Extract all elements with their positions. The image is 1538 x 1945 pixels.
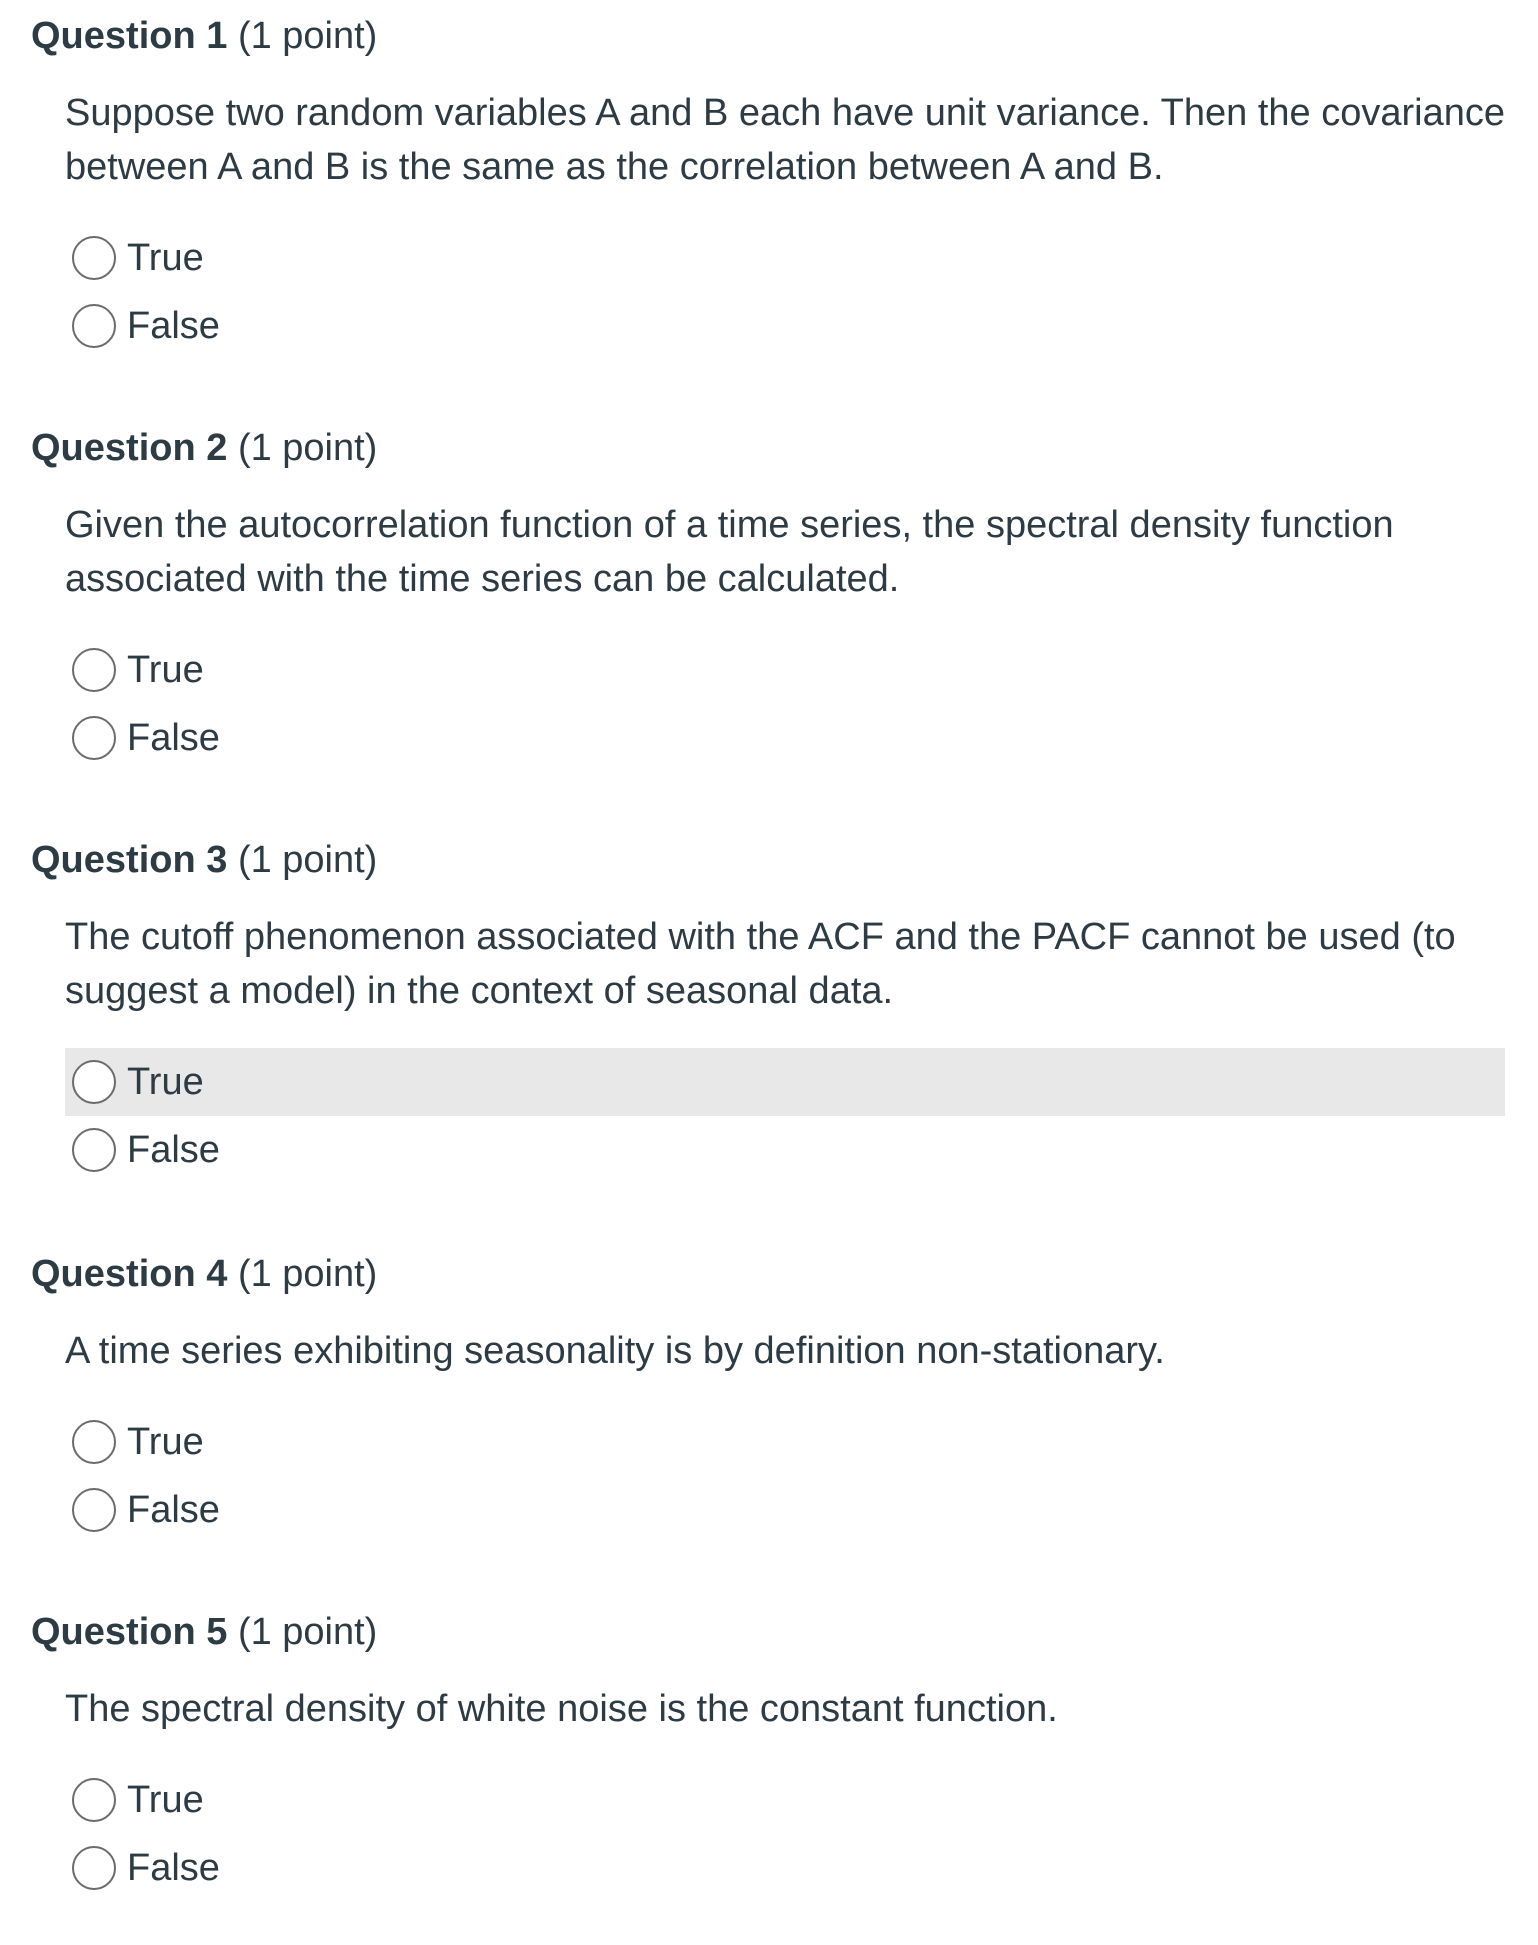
question-4-option-true[interactable]: [65, 1408, 1505, 1476]
radio-button[interactable]: [72, 304, 116, 348]
radio-button[interactable]: [72, 648, 116, 692]
question-2-text: Given the autocorrelation function of a time series, the spectral density function associated with the time series can be calculated.: [65, 504, 1394, 600]
question-1-option-true[interactable]: [65, 224, 1505, 292]
question-4-title: [31, 1250, 377, 1298]
question-5-option-true[interactable]: [65, 1766, 1505, 1834]
question-4-text: A time series exhibiting seasonality is by definition non-stationary.: [65, 1330, 1165, 1372]
radio-button[interactable]: [72, 1060, 116, 1104]
radio-button[interactable]: [72, 236, 116, 280]
option-label: False: [127, 1129, 220, 1171]
question-5-option-false[interactable]: [65, 1834, 1505, 1902]
question-points: (1 point): [237, 1611, 378, 1653]
question-number: Question 3: [31, 839, 228, 881]
option-label: False: [127, 717, 220, 759]
question-2-title: [31, 424, 377, 472]
radio-button[interactable]: [72, 1128, 116, 1172]
option-label: True: [127, 1421, 204, 1463]
question-points: (1 point): [237, 15, 378, 57]
question-points: (1 point): [237, 427, 378, 469]
question-number: Question 5: [31, 1611, 228, 1653]
question-number: Question 4: [31, 1253, 228, 1295]
radio-button[interactable]: [72, 1846, 116, 1890]
question-number: Question 2: [31, 427, 228, 469]
question-5-title: [31, 1608, 377, 1656]
radio-button[interactable]: [72, 1420, 116, 1464]
question-points: (1 point): [237, 839, 378, 881]
question-5-text: The spectral density of white noise is the constant function.: [65, 1688, 1058, 1730]
question-2-option-false[interactable]: [65, 704, 1505, 772]
radio-button[interactable]: [72, 1778, 116, 1822]
radio-button[interactable]: [72, 1488, 116, 1532]
question-points: (1 point): [237, 1253, 378, 1295]
question-3-option-false[interactable]: [65, 1116, 1505, 1184]
option-label: False: [127, 305, 220, 347]
option-label: True: [127, 237, 204, 279]
option-label: False: [127, 1847, 220, 1889]
question-3-option-true[interactable]: [65, 1048, 1505, 1116]
question-1-option-false[interactable]: [65, 292, 1505, 360]
question-number: Question 1: [31, 15, 228, 57]
question-3-title: [31, 836, 377, 884]
question-2-option-true[interactable]: [65, 636, 1505, 704]
option-label: True: [127, 649, 204, 691]
question-4-option-false[interactable]: [65, 1476, 1505, 1544]
option-label: True: [127, 1061, 204, 1103]
radio-button[interactable]: [72, 716, 116, 760]
question-1-title: [31, 12, 377, 60]
option-label: False: [127, 1489, 220, 1531]
question-1-text: Suppose two random variables A and B each have unit variance. Then the covariance between A and B is the same as the correlation between A and B.: [65, 92, 1505, 188]
option-label: True: [127, 1779, 204, 1821]
question-3-text: The cutoff phenomenon associated with the ACF and the PACF cannot be used (to suggest a model) in the context of seasonal data.: [65, 916, 1456, 1012]
